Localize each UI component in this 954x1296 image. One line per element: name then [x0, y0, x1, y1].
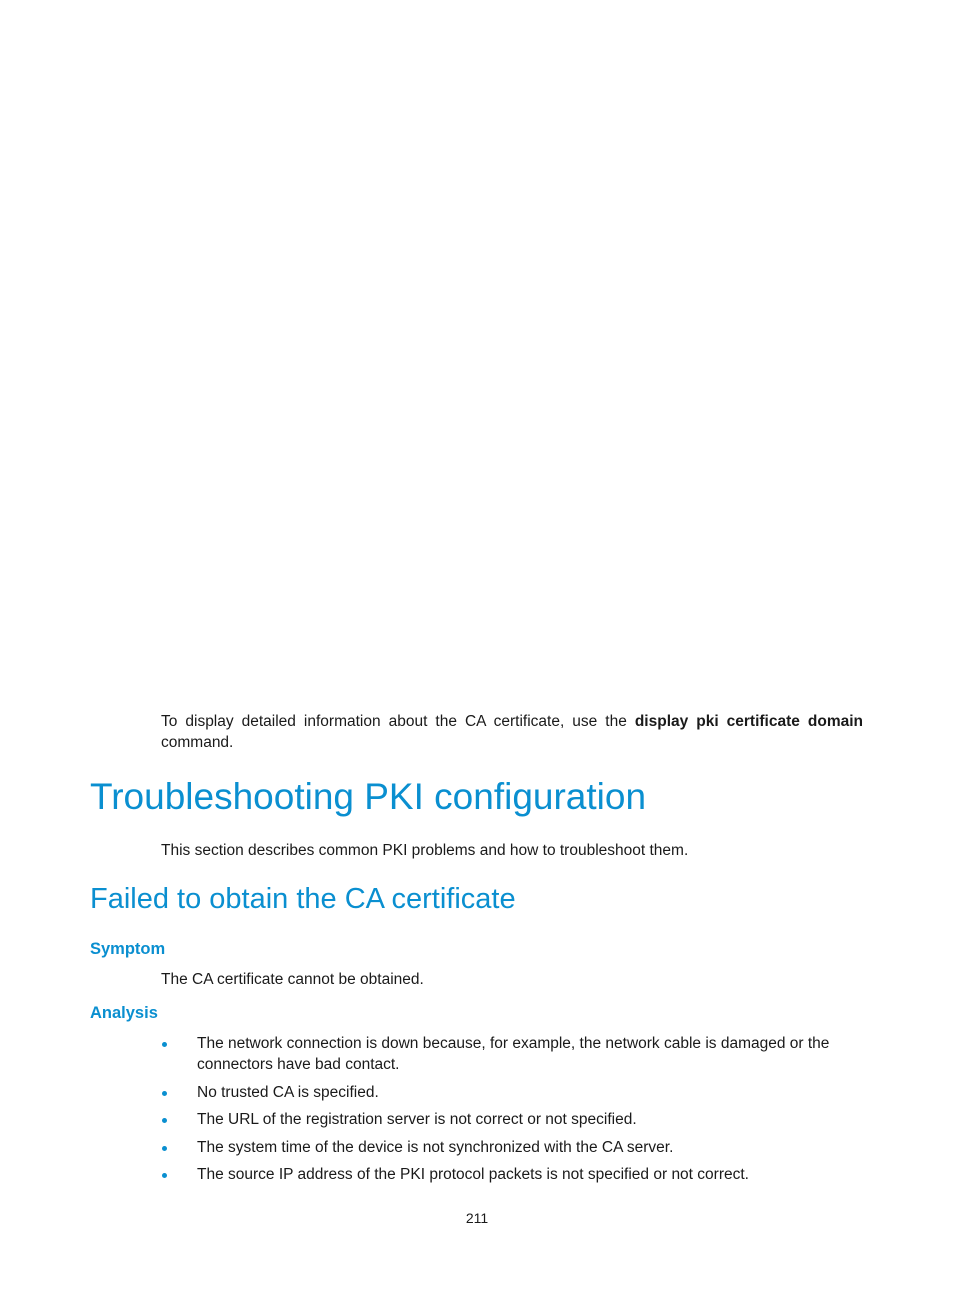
list-item: [161, 1109, 851, 1130]
analysis-list: [161, 1033, 851, 1192]
bullet-icon: [162, 1173, 167, 1178]
section-description: This section describes common PKI problems and how to troubleshoot them.: [161, 842, 689, 859]
list-item-text: The source IP address of the PKI protocol packets is not specified or not correct.: [197, 1166, 749, 1183]
list-item-text: The URL of the registration server is not correct or not specified.: [197, 1111, 637, 1128]
intro-text-after: command.: [161, 734, 234, 751]
bullet-icon: [162, 1042, 167, 1047]
list-item-text: The network connection is down because, for example, the network cable is damaged or the connectors have bad contact.: [197, 1035, 830, 1073]
subsection-title: Failed to obtain the CA certificate: [90, 883, 516, 915]
bullet-icon: [162, 1091, 167, 1096]
intro-text-before: To display detailed information about the CA certificate, use the: [161, 713, 635, 730]
page-number: 211: [465, 1210, 489, 1226]
list-item: [161, 1164, 851, 1185]
bullet-icon: [162, 1146, 167, 1151]
symptom-text: The CA certificate cannot be obtained.: [161, 971, 424, 988]
list-item-text: The system time of the device is not synchronized with the CA server.: [197, 1138, 674, 1156]
list-item: [161, 1137, 851, 1158]
list-item: [161, 1033, 851, 1075]
list-item-text: No trusted CA is specified.: [197, 1083, 379, 1101]
command-name: display pki certificate domain: [634, 713, 863, 730]
list-item: [161, 1082, 851, 1103]
symptom-heading: Symptom: [90, 940, 166, 958]
section-title: Troubleshooting PKI configuration: [90, 776, 647, 817]
intro-paragraph: [161, 711, 863, 753]
bullet-icon: [162, 1118, 167, 1123]
analysis-heading: Analysis: [90, 1004, 158, 1022]
